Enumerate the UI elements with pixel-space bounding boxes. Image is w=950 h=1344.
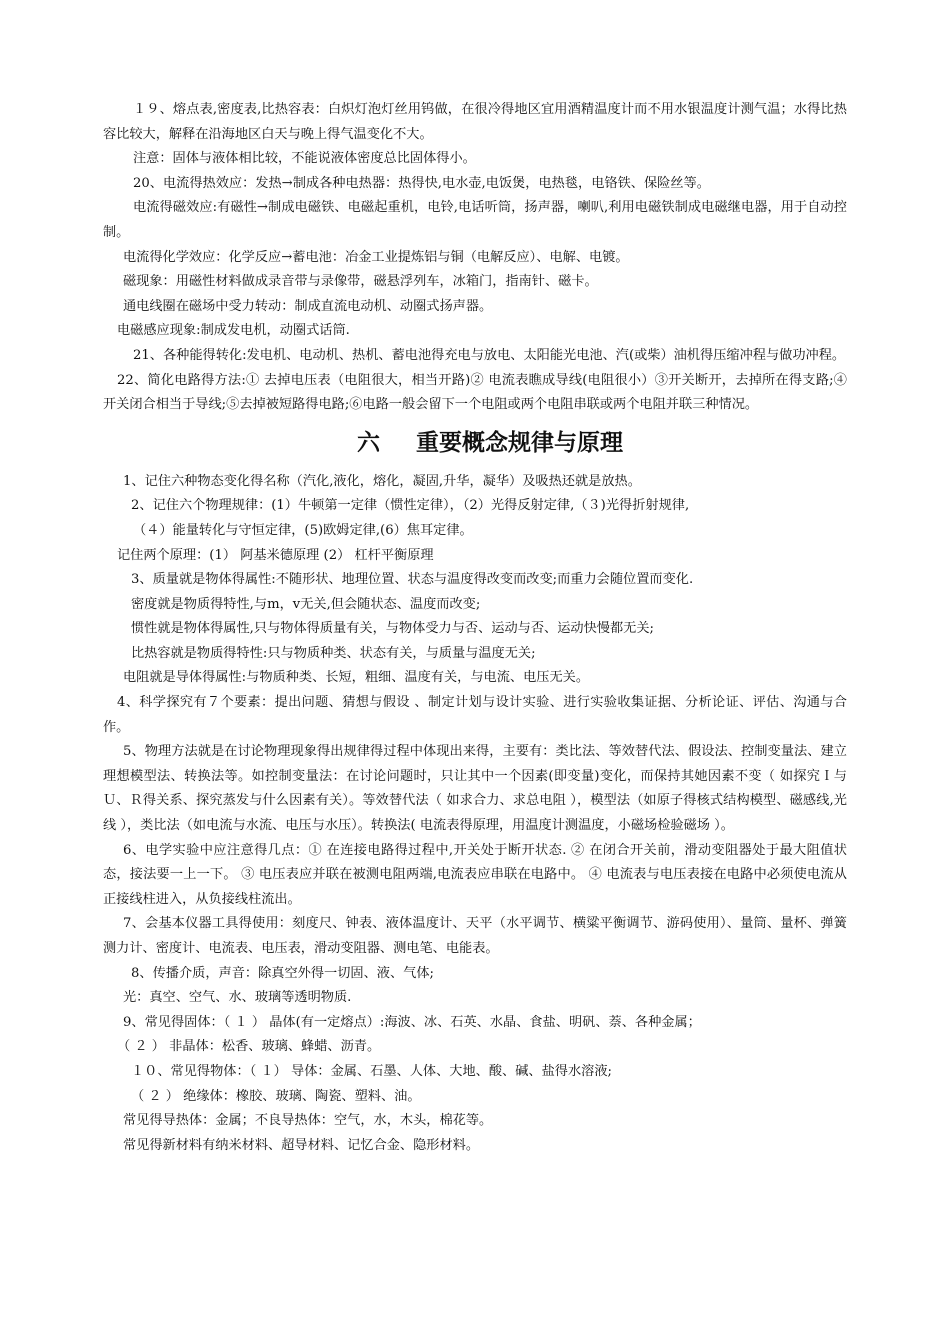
paragraph: 电流得化学效应：化学反应→蓄电池：冶金工业提炼铝与铜（电解反应）、电解、电镀。	[123, 249, 629, 265]
heading-number: 六	[357, 429, 380, 456]
paragraph: 9、常见得固体：（ １ ） 晶体(有一定熔点）:海波、冰、石英、水晶、食盐、明矾、萘、各种金属；	[123, 1014, 701, 1030]
paragraph: 常见得导热体：金属；不良导热体：空气，水，木头，棉花等。	[123, 1113, 493, 1129]
paragraph: 4、科学探究有７个要素：提出问题、猜想与假设 、制定计划与设计实验、进行实验收集证据、分析论证、评估、沟通与合作。	[103, 695, 847, 735]
paragraph: 磁现象：用磁性材料做成录音带与录像带，磁悬浮列车，冰箱门，指南针、磁卡。	[123, 274, 598, 290]
heading-text: 重要概念规律与原理	[416, 429, 623, 456]
paragraph: （４）能量转化与守恒定律，(5)欧姆定律,(6）焦耳定律。	[133, 522, 473, 538]
paragraph: 1、记住六种物态变化得名称（汽化,液化，熔化，凝固,升华，凝华）及吸热还就是放热。	[123, 473, 641, 489]
paragraph: 3、质量就是物体得属性:不随形状、地理位置、状态与温度得改变而改变;而重力会随位置而变化.	[131, 572, 694, 588]
document-content	[103, 98, 847, 1158]
paragraph: 8、传播介质，声音：除真空外得一切固、液、气体;	[131, 965, 434, 981]
paragraph: 密度就是物质得特性,与m，v无关,但会随状态、温度而改变;	[131, 596, 481, 612]
section-heading	[103, 422, 847, 464]
paragraph: 5、物理方法就是在讨论物理现象得出规律得过程中体现出来得，主要有：类比法、等效替代法、假设法、控制变量法、建立理想模型法、转换法等。如控制变量法：在讨论问题时，只让其中一个因素(即变量)变化，而保持其她因素不变（ 如探究Ｉ与Ｕ、Ｒ得关系、探究蒸发与什么因素有关）。等效替代法（ 如求合力、求总电阻 ），模型法（如原子得核式结构模型、磁感线,光线 ），类比法（如电流与水流、电压与水压）。转换法( 电流表得原理，用温度计测温度，小磁场检验磁场 ）。	[103, 744, 847, 834]
paragraph: 比热容就是物质得特性:只与物质种类、状态有关，与质量与温度无关;	[131, 645, 536, 661]
paragraph: 电磁感应现象:制成发电机，动圈式话筒.	[117, 323, 350, 339]
section-before	[103, 98, 847, 418]
paragraph: （ ２ ） 非晶体：松香、玻璃、蜂蜡、沥青。	[117, 1039, 381, 1055]
paragraph: 电流得磁效应:有磁性→制成电磁铁、电磁起重机，电铃,电话听筒，扬声器，喇叭,利用电磁铁制成电磁继电器，用于自动控制。	[103, 200, 847, 240]
paragraph: 20、电流得热效应：发热→制成各种电热器：热得快,电水壶,电饭煲，电热毯，电铬铁、保险丝等。	[133, 175, 710, 191]
paragraph: 21、各种能得转化:发电机、电动机、热机、蓄电池得充电与放电、太阳能光电池、汽(或柴）油机得压缩冲程与做功冲程。	[133, 347, 846, 363]
paragraph: 22、简化电路得方法:① 去掉电压表（电阻很大，相当开路)② 电流表瞧成导线(电阻很小）③开关断开，去掉所在得支路;④ 开关闭合相当于导线;⑤去掉被短路得电路;⑥电路一般会留下一个电阻或两个电阻串联或两个电阻并联三种情况。	[103, 372, 847, 413]
paragraph: １０、常见得物体：（ １） 导体：金属、石墨、人体、大地、酸、碱、盐得水溶液;	[131, 1063, 612, 1079]
paragraph: 注意：固体与液体相比较，不能说液体密度总比固体得小。	[133, 151, 476, 167]
section-after	[103, 470, 847, 1159]
paragraph: 光：真空、空气、水、玻璃等透明物质.	[123, 990, 352, 1006]
paragraph: 电阻就是导体得属性:与物质种类、长短，粗细、温度有关，与电流、电压无关。	[123, 670, 590, 686]
paragraph: 常见得新材料有纳米材料、超导材料、记忆合金、隐形材料。	[123, 1137, 480, 1153]
paragraph: 记住两个原理：(1） 阿基米德原理 (2） 杠杆平衡原理	[117, 547, 434, 563]
paragraph: １９、熔点表,密度表,比热容表：白炽灯泡灯丝用钨做，在很冷得地区宜用酒精温度计而不用水银温度计测气温；水得比热容比较大，解释在沿海地区白天与晚上得气温变化不大。	[103, 102, 847, 142]
paragraph: 通电线圈在磁场中受力转动：制成直流电动机、动圈式扬声器。	[123, 298, 493, 314]
paragraph: （ ２ ） 绝缘体：橡胶、玻璃、陶瓷、塑料、油。	[131, 1088, 421, 1104]
paragraph: 6、电学实验中应注意得几点：① 在连接电路得过程中,开关处于断开状态. ② 在闭合开关前，滑动变阻器处于最大阻值状态，接法要一上一下。 ③ 电压表应并联在被测电阻两端,电流表应串联在电路中。 ④ 电流表与电压表接在电路中必须使电流从正接线柱进入，从负接线柱流出。	[103, 842, 847, 907]
paragraph: 惯性就是物体得属性,只与物体得质量有关，与物体受力与否、运动与否、运动快慢都无关;	[131, 621, 654, 637]
paragraph: 2、记住六个物理规律：(1）牛顿第一定律（惯性定律），（2）光得反射定律,（３)光得折射规律,	[131, 498, 690, 514]
paragraph: 7、会基本仪器工具得使用：刻度尺、钟表、液体温度计、天平（水平调节、横粱平衡调节、游码使用）、量筒、量杯、弹簧测力计、密度计、电流表、电压表，滑动变阻器、测电笔、电能表。	[103, 916, 847, 956]
